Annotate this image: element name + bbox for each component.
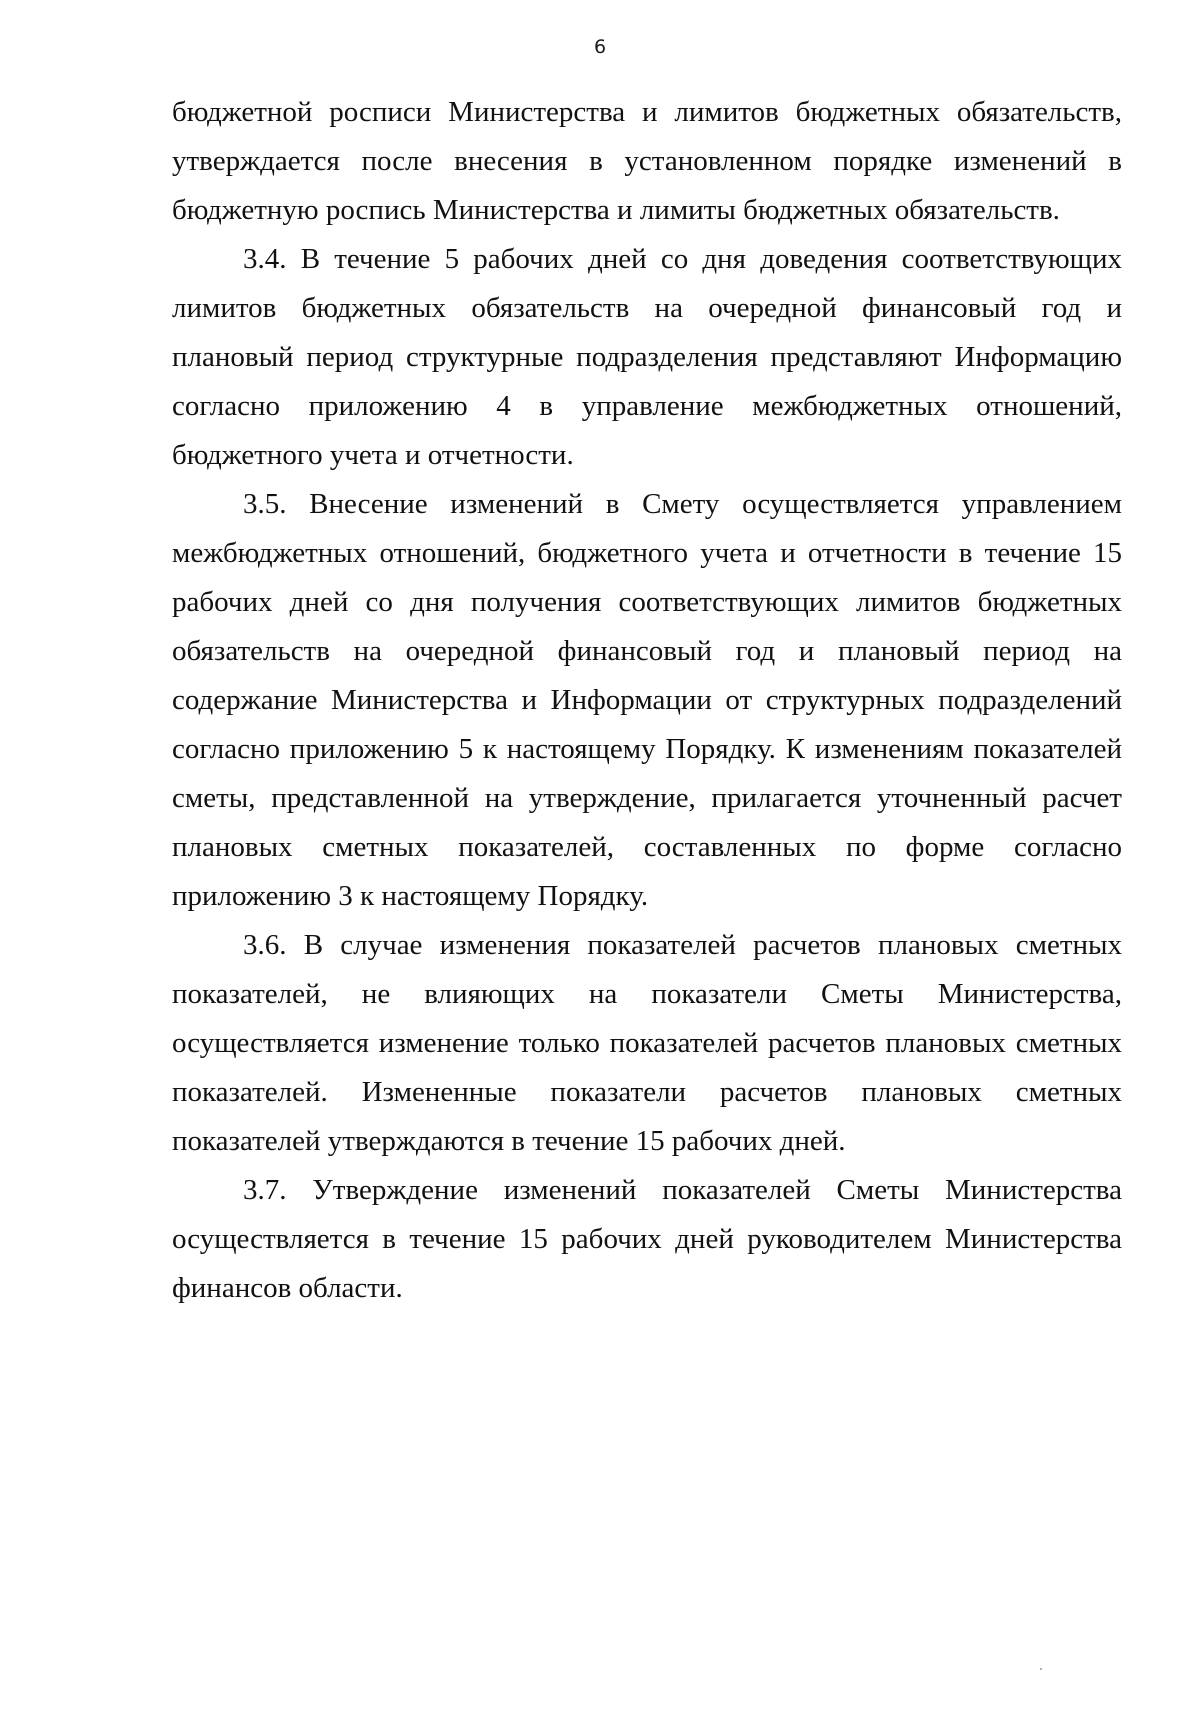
document-body <box>172 88 1122 1313</box>
paragraph-3-7: 3.7. Утверждение изменений показателей Сметы Министерства осуществляется в течение 15 рабочих дней руководителем Министерства финансов области. <box>172 1174 1122 1304</box>
page-number: 6 <box>593 36 607 58</box>
paragraph-3-4: 3.4. В течение 5 рабочих дней со дня доведения соответствующих лимитов бюджетных обязательств на очередной финансовый год и плановый период структурные подразделения представляют Информацию согласно приложению 4 в управление межбюджетных отношений, бюджетного учета и отчетности. <box>172 243 1122 471</box>
paragraph-3-5: 3.5. Внесение изменений в Смету осуществляется управлением межбюджетных отношений, бюджетного учета и отчетности в течение 15 рабочих дней со дня получения соответствующих лимитов бюджетных обязательств на очередной финансовый год и плановый период на содержание Министерства и Информации от структурных подразделений согласно приложению 5 к настоящему Порядку. К изменениям показателей сметы, представленной на утверждение, прилагается уточненный расчет плановых сметных показателей, составленных по форме согласно приложению 3 к настоящему Порядку. <box>172 488 1122 912</box>
paragraph-continuation: бюджетной росписи Министерства и лимитов бюджетных обязательств, утверждается после внесения в установленном порядке изменений в бюджетную роспись Министерства и лимиты бюджетных обязательств. <box>172 96 1122 226</box>
paragraph-3-6: 3.6. В случае изменения показателей расчетов плановых сметных показателей, не влияющих на показатели Сметы Министерства, осуществляется изменение только показателей расчетов плановых сметных показателей. Измененные показатели расчетов плановых сметных показателей утверждаются в течение 15 рабочих дней. <box>172 929 1122 1157</box>
scan-speck <box>1040 1668 1042 1670</box>
